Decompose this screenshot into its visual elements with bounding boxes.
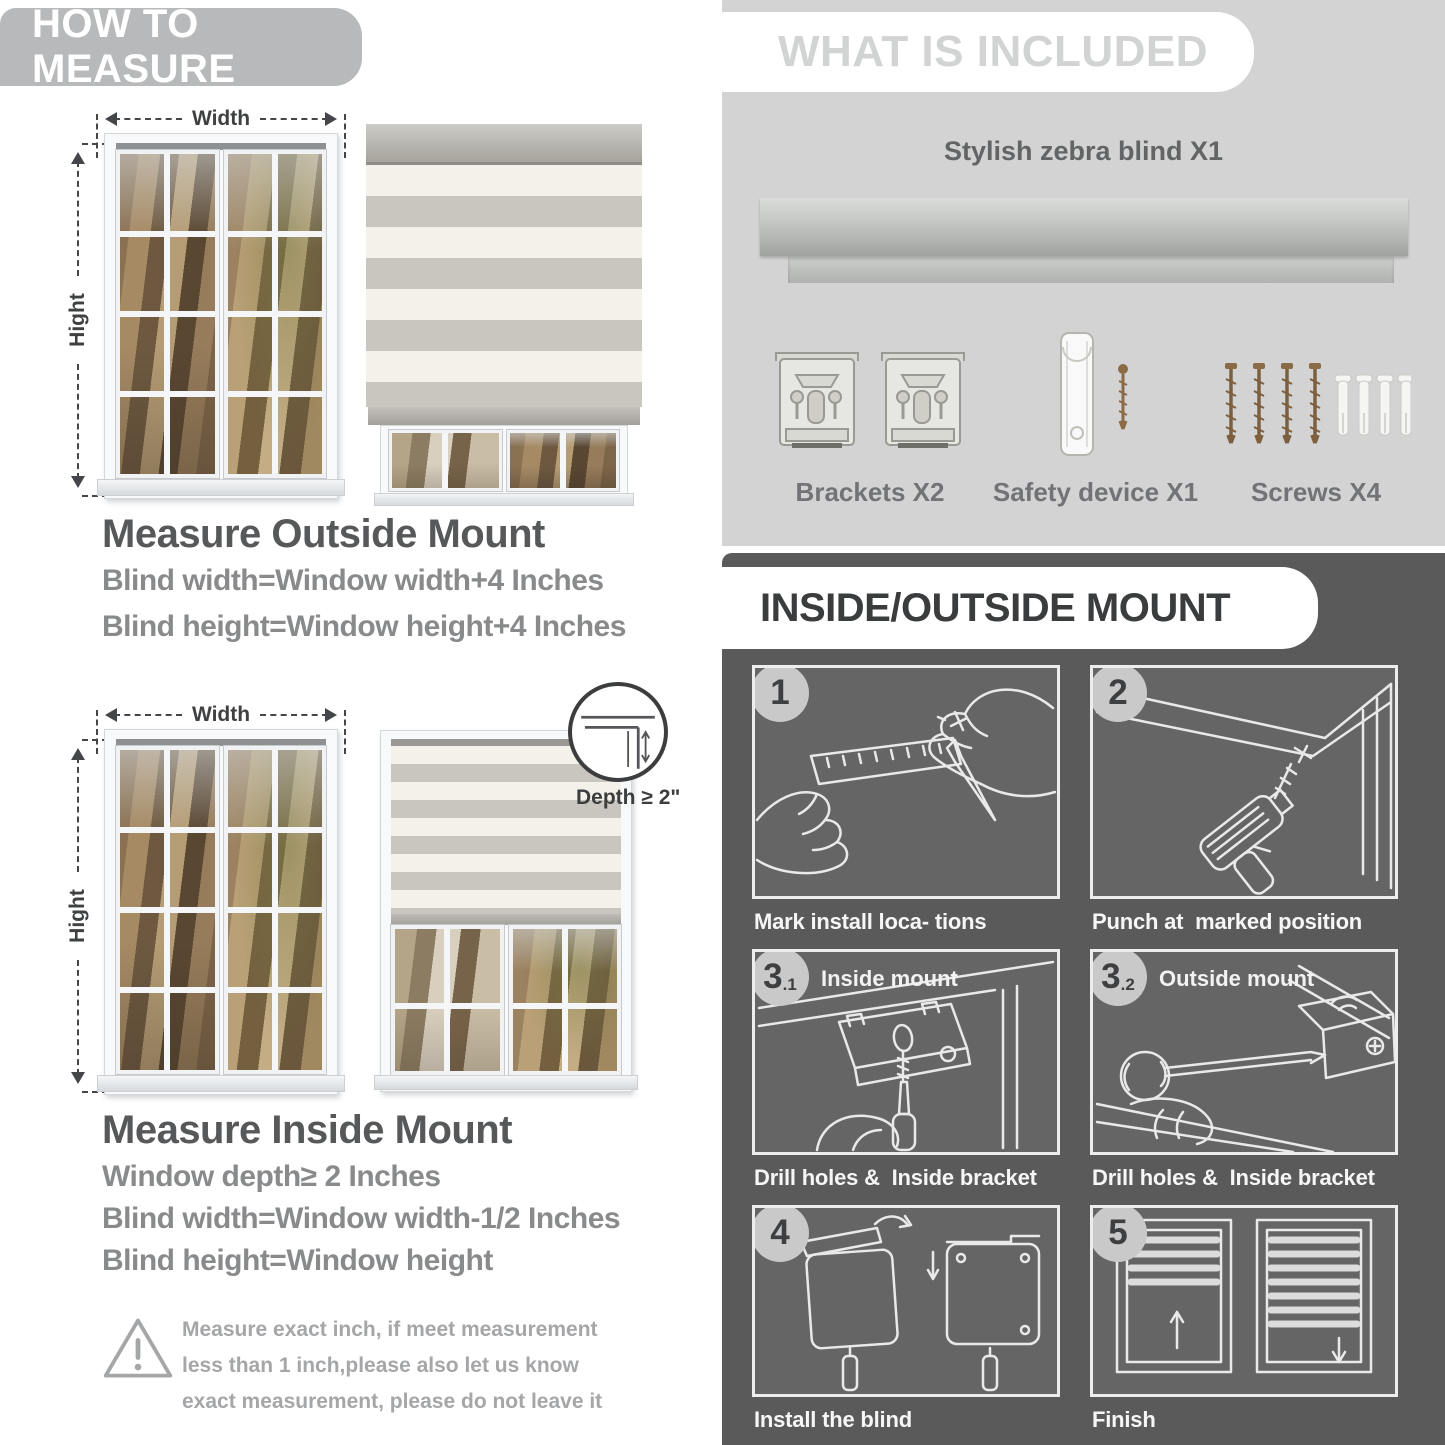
depth-label: Depth ≥ 2": [576, 786, 681, 809]
zebra-blind-inside-figure: [380, 730, 632, 1092]
mount-guide-section: [722, 553, 1445, 1445]
window-pane: [509, 925, 622, 1075]
window-corner-section-icon: [572, 686, 664, 778]
blind-bottom-rail: [391, 914, 621, 925]
arrow-tick: [344, 710, 346, 754]
step-3-2-panel: [1090, 949, 1398, 1155]
window-below-blind: [366, 425, 642, 505]
blind-stripes: [366, 165, 642, 407]
outside-formula-height: Blind height=Window height+4 Inches: [102, 610, 626, 643]
window-casement-right: [224, 746, 327, 1074]
included-item-label: Brackets X2: [795, 477, 945, 507]
step-1: [752, 665, 1060, 949]
step-badge: 3 .2: [1090, 949, 1147, 1006]
inside-formula-height: Blind height=Window height: [102, 1244, 493, 1277]
window-pane: [391, 925, 504, 1075]
step-3-1: [752, 949, 1060, 1205]
step-4: [752, 1205, 1060, 1445]
window-sill: [97, 1075, 345, 1092]
mount-steps-grid: [752, 665, 1398, 1445]
window-photo-inside: [104, 729, 338, 1095]
depth-magnifier-circle: [568, 682, 668, 782]
step-2-panel: [1090, 665, 1398, 899]
step-caption: Finish: [1092, 1407, 1156, 1432]
zebra-blind-headrail-graphic: [760, 198, 1408, 283]
step-5: [1090, 1205, 1398, 1445]
outside-mount-title: Measure Outside Mount: [102, 512, 545, 556]
screws-icon: [1221, 351, 1411, 461]
included-item-brackets: [770, 308, 970, 508]
mount-guide-title: INSIDE/OUTSIDE MOUNT: [760, 585, 1231, 630]
step-4-panel: [752, 1205, 1060, 1397]
arrow-right-icon: [325, 708, 344, 722]
arrow-tick: [96, 114, 98, 158]
arrow-right-icon: [325, 112, 344, 126]
safety-device-icon: [1035, 329, 1155, 461]
step-1-panel: [752, 665, 1060, 899]
what-is-included-panel: [722, 0, 1445, 546]
window-sill: [374, 493, 634, 506]
step-5-panel: [1090, 1205, 1398, 1397]
inside-formula-depth: Window depth≥ 2 Inches: [102, 1160, 441, 1193]
warning-triangle-icon: [100, 1312, 176, 1386]
mount-guide-banner: [722, 567, 1318, 649]
step-3-2: [1090, 949, 1398, 1205]
step-caption: Drill holes & Inside bracket: [754, 1165, 1037, 1190]
window-glazing: [116, 739, 326, 1074]
what-is-included-title: WHAT IS INCLUDED: [778, 27, 1209, 76]
arrow-down-icon: [71, 1072, 85, 1091]
window-casement-left: [116, 746, 219, 1074]
included-item-label: Safety device X1: [992, 477, 1199, 507]
blind-bottom-rail: [368, 407, 640, 425]
inside-formula-width: Blind width=Window width-1/2 Inches: [102, 1202, 621, 1235]
window-pane: [389, 430, 502, 491]
product-label: Stylish zebra blind X1: [943, 136, 1224, 166]
width-arrow-inside: [96, 702, 346, 728]
height-arrow-outside: [64, 143, 92, 497]
height-label: Hight: [66, 889, 89, 943]
window-sill: [374, 1075, 638, 1090]
blind-headrail: [366, 124, 642, 165]
step-badge: 1: [752, 665, 809, 722]
brackets-icon: [770, 343, 970, 461]
window-glazing: [116, 143, 326, 478]
step-2: [1090, 665, 1398, 949]
inside-mount-title: Measure Inside Mount: [102, 1108, 513, 1152]
included-item-label: Screws X4: [1250, 477, 1382, 507]
width-label: Width: [191, 107, 251, 130]
zebra-blind-outside-figure: [366, 124, 642, 505]
how-to-measure-title: HOW TO MEASURE: [32, 2, 236, 91]
step-badge: 4: [752, 1205, 809, 1262]
window-pane: [507, 430, 620, 491]
arrow-tick: [96, 710, 98, 754]
step-badge: 5: [1090, 1205, 1147, 1262]
width-label: Width: [191, 703, 251, 726]
outside-formula-width: Blind width=Window width+4 Inches: [102, 564, 604, 597]
included-item-screws: [1221, 308, 1411, 508]
window-casement-left: [116, 150, 219, 478]
step-caption: Mark install loca- tions: [754, 909, 987, 934]
height-label: Hight: [66, 293, 89, 347]
width-arrow-outside: [96, 106, 346, 132]
step-label: Outside mount: [1159, 966, 1315, 991]
window-casement-right: [224, 150, 327, 478]
included-item-safety-device: [993, 308, 1198, 508]
how-to-measure-banner: [0, 2, 362, 91]
step-caption: Drill holes & Inside bracket: [1092, 1165, 1375, 1190]
included-items-row: [770, 308, 1411, 508]
step-badge: 3 .1: [752, 949, 809, 1006]
arrow-tick: [344, 114, 346, 158]
step-badge: 2: [1090, 665, 1147, 722]
measure-warning-text: Measure exact inch, if meet measurement less than 1 inch,please also let us know exact measurement, please do not leave it: [182, 1318, 603, 1413]
window-photo-outside: [104, 133, 338, 499]
window-sill: [97, 479, 345, 496]
step-label: Inside mount: [821, 966, 958, 991]
height-arrow-inside: [64, 739, 92, 1093]
step-3-1-panel: [752, 949, 1060, 1155]
step-caption: Install the blind: [754, 1407, 912, 1432]
what-is-included-banner: [722, 12, 1254, 92]
arrow-down-icon: [71, 476, 85, 495]
step-caption: Punch at marked position: [1092, 909, 1363, 934]
